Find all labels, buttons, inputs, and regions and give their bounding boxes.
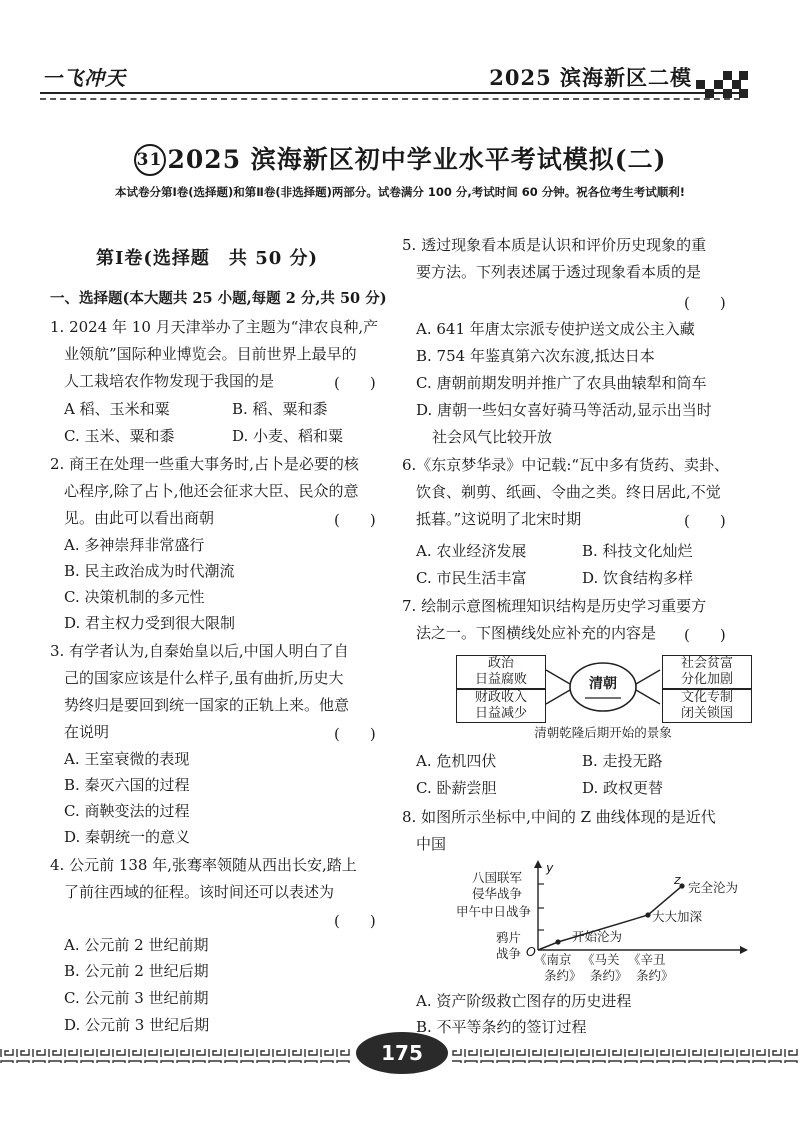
q6-option-d: D. 饮食结构多样 <box>582 569 694 587</box>
q5-line-2: 要方法。下列表述属于透过现象看本质的是 <box>416 263 702 281</box>
q2-line-1: 2. 商王在处理一些重大事务时,占卜是必要的核 <box>50 455 359 473</box>
q2-option-a: A. 多神崇拜非常盛行 <box>64 536 205 554</box>
q8-point-label-1: 开始沦为 <box>572 929 623 944</box>
q8-y-label-4: 鸦片 <box>496 930 522 945</box>
q3-option-b: B. 秦灭六国的过程 <box>64 776 190 794</box>
q8-curve-label: z <box>674 872 681 887</box>
q7-box-society-line-2: 分化加剧 <box>680 672 733 687</box>
q6-line-2: 饮食、剃剪、纸画、令曲之类。终日居此,不觉 <box>416 483 721 501</box>
q7-box-culture <box>662 689 752 723</box>
q1-option-d: D. 小麦、稻和粟 <box>232 427 344 445</box>
q4-answer-blank: ( ) <box>334 912 376 930</box>
exam-instructions: 本试卷分第Ⅰ卷(选择题)和第Ⅱ卷(非选择题)两部分。试卷满分 100 分,考试时间 60 分钟。祝各位考生考试顺利! <box>114 185 685 199</box>
q7-line-1: 7. 绘制示意图梳理知识结构是历史学习重要方 <box>402 597 707 615</box>
q8-y-label-3: 甲午中日战争 <box>456 904 532 919</box>
q1-option-c: C. 玉米、粟和黍 <box>64 427 175 445</box>
q8-x-label-5: 条约》 <box>590 968 628 983</box>
q6-option-a: A. 农业经济发展 <box>416 542 527 560</box>
q8-x-label-1: 《南京 <box>534 952 572 967</box>
q7-box-culture-line-1: 文化专制 <box>680 690 733 705</box>
q7-box-society <box>662 655 752 689</box>
q5-option-b: B. 754 年鉴真第六次东渡,抵达日本 <box>416 347 655 365</box>
right-column <box>400 0 800 1138</box>
q1-line-1: 1. 2024 年 10 月天津举办了主题为“津农良种,产 <box>50 318 379 336</box>
q8-y-label-5: 战争 <box>496 946 522 961</box>
q5-option-d-line-2: 社会风气比较开放 <box>432 428 553 446</box>
q4-option-c: C. 公元前 3 世纪前期 <box>64 989 209 1007</box>
q8-origin-label: O <box>526 944 536 959</box>
q7-box-politics-line-2: 日益腐败 <box>474 672 527 687</box>
q5-option-d-line-1: D. 唐朝一些妇女喜好骑马等活动,显示出当时 <box>416 401 712 419</box>
q7-box-society-line-1: 社会贫富 <box>680 656 733 671</box>
q2-answer-blank: ( ) <box>334 511 376 529</box>
q7-center-label: 清朝 <box>589 676 617 692</box>
q5-line-1: 5. 透过现象看本质是认识和评价历史现象的重 <box>402 236 707 254</box>
q8-option-b: B. 不平等条约的签订过程 <box>416 1018 587 1036</box>
q3-option-d: D. 秦朝统一的意义 <box>64 828 191 846</box>
q4-line-2: 了前往西域的征程。该时间还可以表述为 <box>64 883 335 901</box>
q3-option-c: C. 商鞅变法的过程 <box>64 802 190 820</box>
q7-box-finance <box>456 689 546 723</box>
q8-option-a: A. 资产阶级救亡图存的历史进程 <box>416 992 632 1010</box>
q8-y-axis-label: y <box>546 860 554 875</box>
q4-line-1: 4. 公元前 138 年,张骞率领随从西出长安,踏上 <box>50 856 357 874</box>
q8-x-label-6: 条约》 <box>636 968 674 983</box>
q2-line-2: 心程序,除了占卜,他还会征求大臣、民众的意 <box>64 482 359 500</box>
q4-option-b: B. 公元前 2 世纪后期 <box>64 962 209 980</box>
q4-option-d: D. 公元前 3 世纪后期 <box>64 1016 210 1034</box>
q1-option-a: A 稻、玉米和粟 <box>64 400 170 418</box>
q7-option-c: C. 卧薪尝胆 <box>416 779 497 797</box>
q1-answer-blank: ( ) <box>334 374 376 392</box>
q7-box-politics-line-1: 政治 <box>487 656 514 671</box>
q7-option-d: D. 政权更替 <box>582 779 664 797</box>
q6-answer-blank: ( ) <box>684 512 726 530</box>
q4-option-a: A. 公元前 2 世纪前期 <box>64 936 209 954</box>
q1-line-2: 业领航”国际种业博览会。目前世界上最早的 <box>64 345 357 363</box>
q7-diagram-caption: 清朝乾隆后期开始的景象 <box>534 725 672 740</box>
q2-line-3: 见。由此可以看出商朝 <box>64 509 215 527</box>
q7-line-2: 法之一。下图横线处应补充的内容是 <box>416 624 657 642</box>
q7-option-a: A. 危机四伏 <box>416 752 497 770</box>
q8-point-label-3: 完全沦为 <box>688 880 739 895</box>
q2-option-d: D. 君主权力受到很大限制 <box>64 614 236 632</box>
q2-option-b: B. 民主政治成为时代潮流 <box>64 562 235 580</box>
q3-line-3: 势终归是要回到统一国家的正轨上来。他意 <box>64 696 350 714</box>
q5-option-c: C. 唐朝前期发明并推广了农具曲辕犁和筒车 <box>416 374 707 392</box>
q3-line-2: 己的国家应该是什么样子,虽有曲折,历史大 <box>64 669 344 687</box>
q8-y-label-1: 八国联军 <box>472 870 523 885</box>
q2-option-c: C. 决策机制的多元性 <box>64 588 205 606</box>
q3-line-4: 在说明 <box>64 723 110 741</box>
q7-box-culture-line-2: 闭关锁国 <box>680 706 733 721</box>
q8-line-2: 中国 <box>416 835 447 853</box>
q8-y-label-2: 侵华战争 <box>472 886 523 901</box>
q8-x-label-3: 《辛丑 <box>628 952 666 967</box>
q1-line-3: 人工栽培农作物发现于我国的是 <box>64 372 275 390</box>
q8-point-label-2: 大大加深 <box>652 909 703 924</box>
q5-answer-blank: ( ) <box>684 294 726 312</box>
q1-option-b: B. 稻、粟和黍 <box>232 400 328 418</box>
section-title: 第Ⅰ卷(选择题 共 50 分) <box>96 248 319 269</box>
q8-x-label-2: 《马关 <box>582 952 620 967</box>
exam-title-text: 2025 滨海新区初中学业水平考试模拟(二) <box>167 145 667 174</box>
brand-logo: 一飞冲天 <box>42 66 126 90</box>
q6-line-1: 6.《东京梦华录》中记载:“瓦中多有货药、卖卦、 <box>402 456 730 474</box>
exam-number-badge: 31 <box>134 144 166 176</box>
part-title: 一、选择题(本大题共 25 小题,每题 2 分,共 50 分) <box>50 290 387 307</box>
q8-x-label-4: 条约》 <box>544 968 582 983</box>
q6-option-c: C. 市民生活丰富 <box>416 569 527 587</box>
q6-line-3: 抵暮。”这说明了北宋时期 <box>416 510 582 528</box>
q5-option-a: A. 641 年唐太宗派专使护送文成公主入藏 <box>416 320 695 338</box>
q7-box-finance-line-1: 财政收入 <box>474 690 527 705</box>
q3-line-1: 3. 有学者认为,自秦始皇以后,中国人明白了自 <box>50 642 349 660</box>
q8-line-1: 8. 如图所示坐标中,中间的 Z 曲线体现的是近代 <box>402 808 716 826</box>
q3-option-a: A. 王室衰微的表现 <box>64 750 190 768</box>
q7-box-politics <box>456 655 546 689</box>
page-number: 175 <box>356 1032 448 1074</box>
q7-box-finance-line-2: 日益减少 <box>474 706 527 721</box>
q6-option-b: B. 科技文化灿烂 <box>582 542 693 560</box>
q7-option-b: B. 走投无路 <box>582 752 663 770</box>
q3-answer-blank: ( ) <box>334 725 376 743</box>
q7-answer-blank: ( ) <box>684 626 726 644</box>
exam-series-title: 2025 滨海新区二模 <box>489 65 692 90</box>
